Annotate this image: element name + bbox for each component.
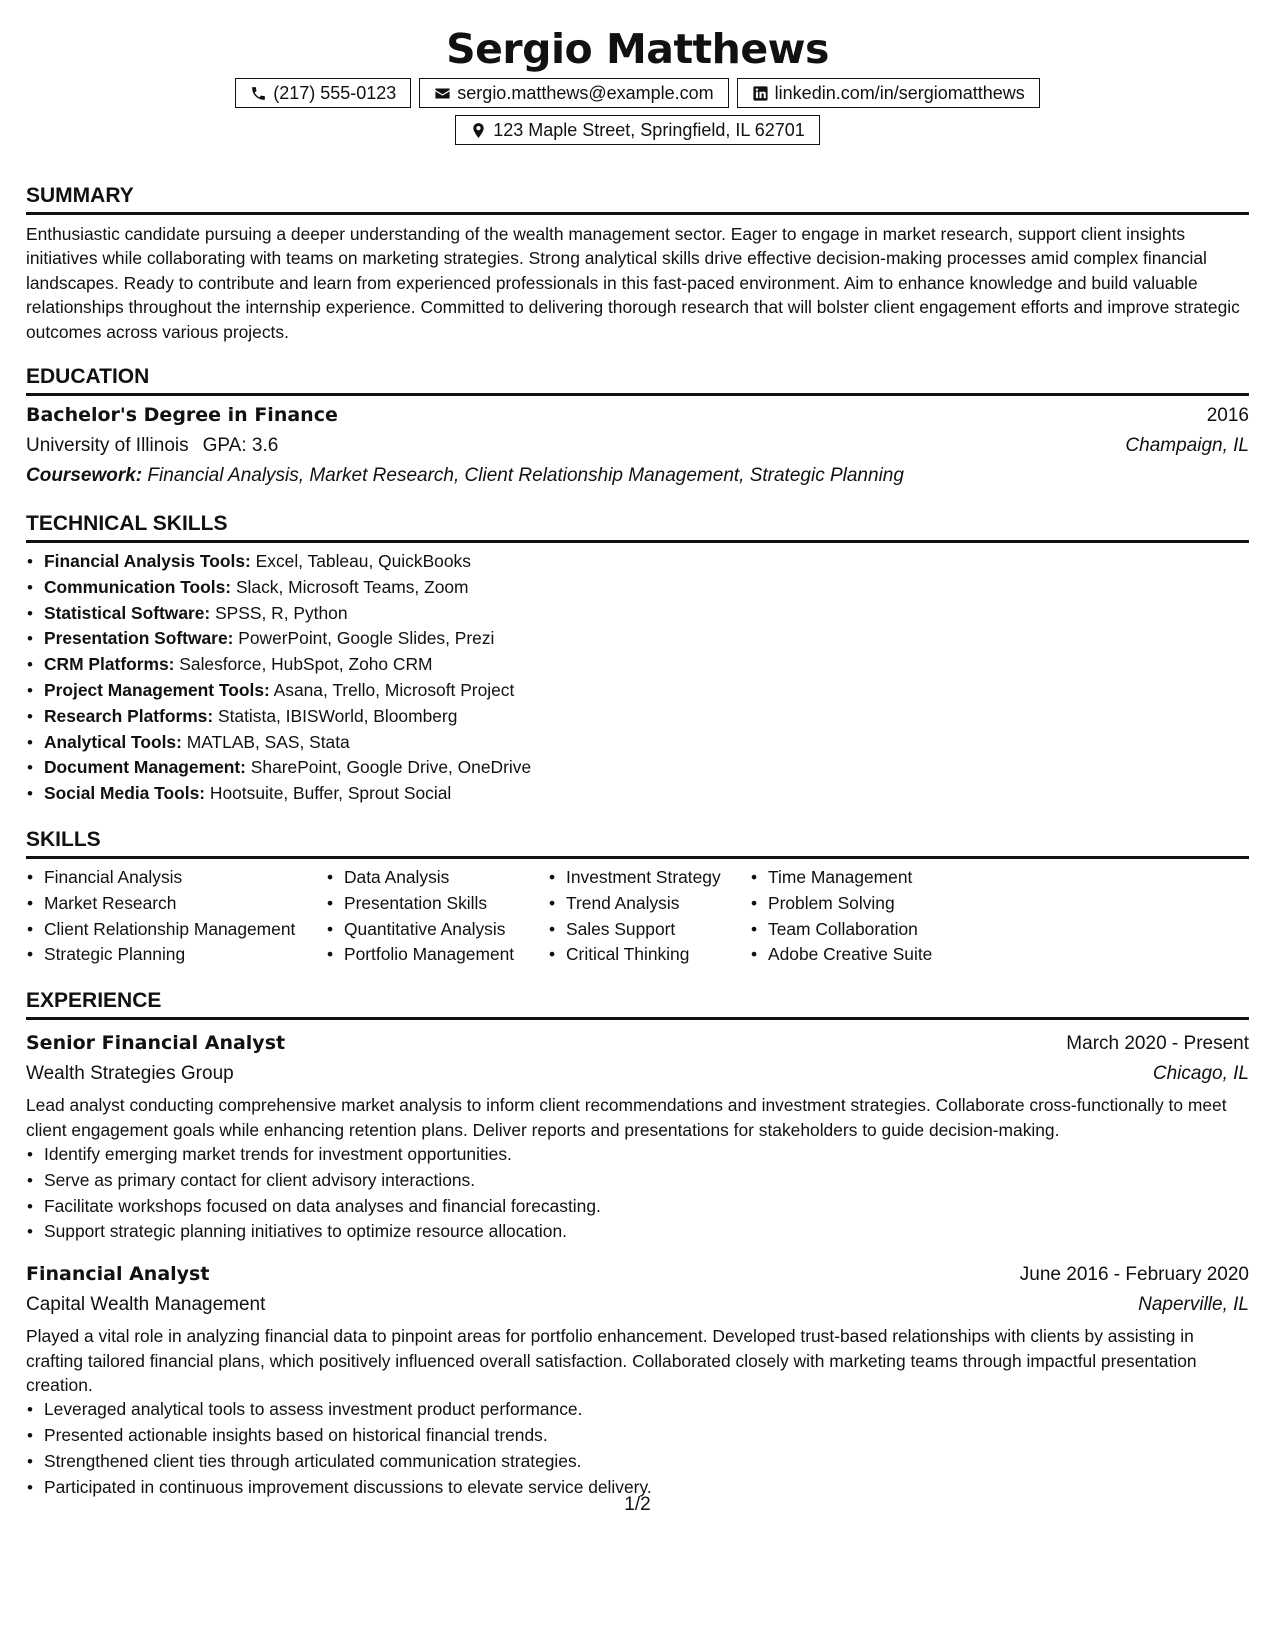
list-item: • Facilitate workshops focused on data analyses and financial forecasting. xyxy=(26,1194,1249,1220)
list-item: • Critical Thinking xyxy=(548,942,750,968)
phone-icon xyxy=(250,85,267,102)
list-item: • Strengthened client ties through articulated communication strategies. xyxy=(26,1449,1249,1475)
list-item xyxy=(26,704,1249,730)
skill-values: Hootsuite, Buffer, Sprout Social xyxy=(209,783,452,804)
list-item: • Client Relationship Management xyxy=(26,917,326,943)
contact-row-1 xyxy=(26,78,1249,108)
linkedin-chip[interactable] xyxy=(737,78,1040,108)
school-line xyxy=(26,431,278,461)
list-item: • Sales Support xyxy=(548,917,750,943)
technical-skills-section xyxy=(26,511,1249,807)
skill-category: Statistical Software: xyxy=(44,602,211,623)
skills-column-1 xyxy=(26,865,326,968)
list-item: • Investment Strategy xyxy=(548,865,750,891)
job-description: Played a vital role in analyzing financial data to pinpoint areas for portfolio enhancement. Developed trust-based relationships with clients by assisting in crafting tailored financial plans, which positively influenced overall satisfaction. Collaborated closely with marketing teams through impactful presentation creation. xyxy=(26,1326,1197,1395)
skill-values: PowerPoint, Google Slides, Prezi xyxy=(238,628,495,649)
list-item: • Financial Analysis xyxy=(26,865,326,891)
list-item xyxy=(26,626,1249,652)
job-dates: March 2020 - Present xyxy=(1066,1033,1249,1055)
list-item: • Market Research xyxy=(26,891,326,917)
coursework xyxy=(26,461,1249,491)
list-item: • Presented actionable insights based on historical financial trends. xyxy=(26,1423,1249,1449)
job-description: Lead analyst conducting comprehensive market analysis to inform client recommendations and investment strategies. Collaborate cross-functionally to meet client engagement goals while enhancing retention plans. Deliver reports and presentations for stakeholders to guide decision-making. xyxy=(26,1095,1227,1140)
education-row-2 xyxy=(26,431,1249,461)
school-location: Champaign, IL xyxy=(1125,435,1249,457)
list-item: • Problem Solving xyxy=(750,891,970,917)
map-marker-icon xyxy=(470,122,487,139)
phone-chip[interactable] xyxy=(235,78,411,108)
graduation-year: 2016 xyxy=(1206,405,1249,427)
list-item: • Support strategic planning initiatives to optimize resource allocation. xyxy=(26,1219,1249,1245)
job-subheader xyxy=(26,1290,1249,1320)
address-text: 123 Maple Street, Springfield, IL 62701 xyxy=(493,119,805,140)
skill-category: CRM Platforms: xyxy=(44,654,175,675)
email-text: sergio.matthews@example.com xyxy=(457,82,714,103)
technical-skills-heading: TECHNICAL SKILLS xyxy=(26,511,1249,543)
list-item: • Quantitative Analysis xyxy=(326,917,548,943)
job-bullets xyxy=(26,1142,1249,1245)
job-entry xyxy=(26,1028,1249,1245)
summary-heading: SUMMARY xyxy=(26,183,1249,215)
skills-column-4 xyxy=(750,865,970,968)
skill-category: Social Media Tools: xyxy=(44,783,206,804)
job-title: Senior Financial Analyst xyxy=(26,1032,286,1055)
job-location: Naperville, IL xyxy=(1138,1294,1249,1316)
list-item: • Identify emerging market trends for investment opportunities. xyxy=(26,1142,1249,1168)
coursework-label: Coursework: xyxy=(26,465,143,487)
skill-category: Project Management Tools: xyxy=(44,680,270,701)
list-item: • Serve as primary contact for client advisory interactions. xyxy=(26,1168,1249,1194)
skills-column-2 xyxy=(326,865,548,968)
skill-values: SPSS, R, Python xyxy=(215,602,348,623)
education-section xyxy=(26,364,1249,491)
candidate-name: Sergio Matthews xyxy=(446,25,829,73)
company-name: Wealth Strategies Group xyxy=(26,1063,234,1085)
education-heading: EDUCATION xyxy=(26,364,1249,396)
skills-section xyxy=(26,827,1249,968)
email-chip[interactable] xyxy=(419,78,728,108)
list-item: • Time Management xyxy=(750,865,970,891)
skill-category: Research Platforms: xyxy=(44,705,214,726)
degree: Bachelor's Degree in Finance xyxy=(26,404,338,427)
list-item: • Data Analysis xyxy=(326,865,548,891)
job-header xyxy=(26,1028,1249,1059)
page-number: 1/2 xyxy=(624,1494,651,1515)
school-name: University of Illinois xyxy=(26,435,189,457)
skill-category: Document Management: xyxy=(44,757,246,778)
list-item: • Presentation Skills xyxy=(326,891,548,917)
job-subheader xyxy=(26,1059,1249,1089)
skill-values: MATLAB, SAS, Stata xyxy=(186,731,350,752)
coursework-list: Financial Analysis, Market Research, Client Relationship Management, Strategic Planning xyxy=(147,465,904,487)
list-item xyxy=(26,601,1249,627)
list-item: • Leveraged analytical tools to assess investment product performance. xyxy=(26,1397,1249,1423)
job-entry xyxy=(26,1259,1249,1500)
job-title: Financial Analyst xyxy=(26,1263,210,1286)
skill-values: SharePoint, Google Drive, OneDrive xyxy=(250,757,532,778)
summary-section xyxy=(26,183,1249,344)
skills-column-3 xyxy=(548,865,750,968)
job-bullets xyxy=(26,1397,1249,1500)
list-item xyxy=(26,549,1249,575)
skill-values: Statista, IBISWorld, Bloomberg xyxy=(218,705,458,726)
linkedin-text: linkedin.com/in/sergiomatthews xyxy=(774,82,1025,103)
skill-values: Excel, Tableau, QuickBooks xyxy=(255,551,471,572)
list-item: • Team Collaboration xyxy=(750,917,970,943)
education-row-1 xyxy=(26,400,1249,431)
list-item: • Strategic Planning xyxy=(26,942,326,968)
experience-section xyxy=(26,988,1249,1500)
contact-row-2 xyxy=(26,115,1249,145)
skills-heading: SKILLS xyxy=(26,827,1249,859)
skill-values: Slack, Microsoft Teams, Zoom xyxy=(235,576,469,597)
list-item: • Participated in continuous improvement discussions to elevate service delivery. xyxy=(26,1475,1249,1501)
gpa: GPA: 3.6 xyxy=(202,435,279,457)
phone-text: (217) 555-0123 xyxy=(273,82,397,103)
list-item xyxy=(26,678,1249,704)
skill-category: Analytical Tools: xyxy=(44,731,182,752)
summary-text: Enthusiastic candidate pursuing a deeper understanding of the wealth management sector. Eager to engage in market research, support client insights initiatives while collaborating with teams on marketing strategies. Strong analytical skills drive effective decision-making processes amid complex financial landscapes. Ready to contribute and learn from experienced professionals in this fast-paced environment. Aim to enhance knowledge and build valuable relationships throughout the internship experience. Committed to delivering thorough research that will bolster client engagement efforts and improve strategic outcomes across various projects. xyxy=(26,224,1240,342)
address-chip[interactable] xyxy=(455,115,820,145)
list-item xyxy=(26,755,1249,781)
list-item xyxy=(26,781,1249,807)
job-dates: June 2016 - February 2020 xyxy=(1019,1264,1249,1286)
list-item: • Portfolio Management xyxy=(326,942,548,968)
technical-skills-list xyxy=(26,549,1249,807)
list-item xyxy=(26,730,1249,756)
skill-values: Asana, Trello, Microsoft Project xyxy=(273,680,515,701)
list-item xyxy=(26,652,1249,678)
job-header xyxy=(26,1259,1249,1290)
company-name: Capital Wealth Management xyxy=(26,1294,266,1316)
skill-category: Presentation Software: xyxy=(44,628,234,649)
skills-grid xyxy=(26,865,1249,968)
experience-heading: EXPERIENCE xyxy=(26,988,1249,1020)
job-location: Chicago, IL xyxy=(1152,1063,1249,1085)
skill-category: Communication Tools: xyxy=(44,576,232,597)
linkedin-icon xyxy=(752,85,769,102)
skill-category: Financial Analysis Tools: xyxy=(44,551,251,572)
list-item: • Trend Analysis xyxy=(548,891,750,917)
skill-values: Salesforce, HubSpot, Zoho CRM xyxy=(179,654,433,675)
list-item: • Adobe Creative Suite xyxy=(750,942,970,968)
list-item xyxy=(26,575,1249,601)
envelope-icon xyxy=(434,85,451,102)
